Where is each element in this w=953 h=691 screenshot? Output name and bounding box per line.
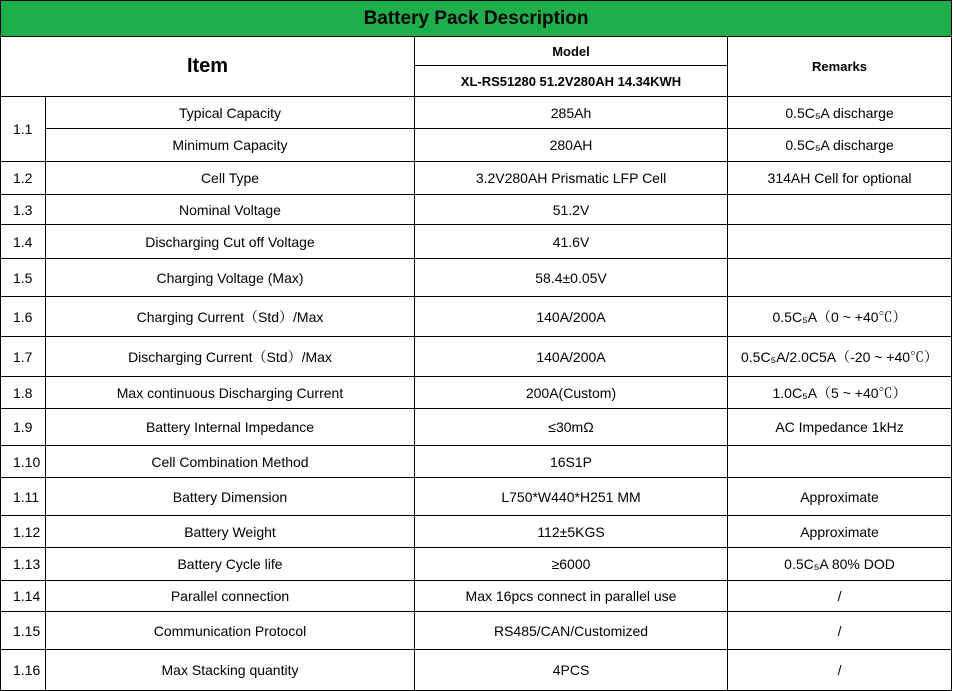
model-name: XL-RS51280 51.2V280AH 14.34KWH xyxy=(415,66,728,97)
row-item: Charging Voltage (Max) xyxy=(46,259,415,297)
row-item: Battery Weight xyxy=(46,516,415,548)
table-row xyxy=(1,446,952,478)
row-number: 1.9 xyxy=(1,409,46,446)
table-row xyxy=(1,195,952,225)
row-remark: / xyxy=(728,650,952,691)
row-remark: AC Impedance 1kHz xyxy=(728,409,952,446)
row-number: 1.15 xyxy=(1,612,46,650)
row-value: 140A/200A xyxy=(415,297,728,337)
row-value: 112±5KGS xyxy=(415,516,728,548)
row-number: 1.3 xyxy=(1,195,46,225)
row-remark: 1.0C₅A（5 ~ +40℃） xyxy=(728,377,952,409)
row-number: 1.2 xyxy=(1,162,46,195)
row-value: RS485/CAN/Customized xyxy=(415,612,728,650)
row-value: 140A/200A xyxy=(415,337,728,377)
row-remark: 0.5C₅A/2.0C5A（-20 ~ +40℃） xyxy=(728,337,952,377)
row-value: 16S1P xyxy=(415,446,728,478)
item-header: Item xyxy=(1,37,415,97)
row-number: 1.16 xyxy=(1,650,46,691)
row-value: 41.6V xyxy=(415,225,728,259)
row-value: 280AH xyxy=(415,129,728,162)
row-item: Nominal Voltage xyxy=(46,195,415,225)
table-row xyxy=(1,259,952,297)
row-number: 1.7 xyxy=(1,337,46,377)
row-value: 51.2V xyxy=(415,195,728,225)
table-row xyxy=(1,377,952,409)
row-number: 1.5 xyxy=(1,259,46,297)
remarks-header: Remarks xyxy=(728,37,952,97)
row-item: Communication Protocol xyxy=(46,612,415,650)
row-number: 1.8 xyxy=(1,377,46,409)
row-value: 58.4±0.05V xyxy=(415,259,728,297)
row-remark: / xyxy=(728,612,952,650)
row-item: Discharging Cut off Voltage xyxy=(46,225,415,259)
row-remark: Approximate xyxy=(728,478,952,516)
table-row xyxy=(1,409,952,446)
row-value: 200A(Custom) xyxy=(415,377,728,409)
row-number: 1.10 xyxy=(1,446,46,478)
table-title: Battery Pack Description xyxy=(1,1,952,37)
row-remark: 0.5C₅A discharge xyxy=(728,129,952,162)
row-number: 1.6 xyxy=(1,297,46,337)
row-item: Cell Combination Method xyxy=(46,446,415,478)
row-remark: / xyxy=(728,581,952,612)
row-item: Typical Capacity xyxy=(46,97,415,129)
table-row xyxy=(1,129,952,162)
row-remark: 0.5C₅A 80% DOD xyxy=(728,548,952,581)
row-value: ≤30mΩ xyxy=(415,409,728,446)
table-row xyxy=(1,337,952,377)
row-value: 4PCS xyxy=(415,650,728,691)
row-remark xyxy=(728,225,952,259)
row-value: 285Ah xyxy=(415,97,728,129)
table-row xyxy=(1,297,952,337)
table-row xyxy=(1,650,952,691)
row-item: Battery Cycle life xyxy=(46,548,415,581)
row-item: Minimum Capacity xyxy=(46,129,415,162)
row-remark: 0.5C₅A（0 ~ +40℃） xyxy=(728,297,952,337)
table-row xyxy=(1,225,952,259)
row-item: Battery Dimension xyxy=(46,478,415,516)
row-remark xyxy=(728,195,952,225)
row-remark xyxy=(728,259,952,297)
row-remark: 0.5C₅A discharge xyxy=(728,97,952,129)
row-number: 1.14 xyxy=(1,581,46,612)
table-row xyxy=(1,581,952,612)
row-remark: Approximate xyxy=(728,516,952,548)
row-number: 1.12 xyxy=(1,516,46,548)
row-remark xyxy=(728,446,952,478)
model-header: Model xyxy=(415,37,728,66)
table-row xyxy=(1,478,952,516)
row-number: 1.11 xyxy=(1,478,46,516)
table-row xyxy=(1,516,952,548)
row-number: 1.13 xyxy=(1,548,46,581)
row-item: Parallel connection xyxy=(46,581,415,612)
row-remark: 314AH Cell for optional xyxy=(728,162,952,195)
row-item: Cell Type xyxy=(46,162,415,195)
row-item: Discharging Current（Std）/Max xyxy=(46,337,415,377)
row-item: Battery Internal Impedance xyxy=(46,409,415,446)
row-item: Max Stacking quantity xyxy=(46,650,415,691)
row-value: L750*W440*H251 MM xyxy=(415,478,728,516)
row-item: Max continuous Discharging Current xyxy=(46,377,415,409)
table-row xyxy=(1,162,952,195)
row-number: 1.1 xyxy=(1,97,46,162)
row-value: ≥6000 xyxy=(415,548,728,581)
table-row xyxy=(1,612,952,650)
row-number: 1.4 xyxy=(1,225,46,259)
table-row xyxy=(1,97,952,129)
row-item: Charging Current（Std）/Max xyxy=(46,297,415,337)
row-value: 3.2V280AH Prismatic LFP Cell xyxy=(415,162,728,195)
table-row xyxy=(1,548,952,581)
row-value: Max 16pcs connect in parallel use xyxy=(415,581,728,612)
